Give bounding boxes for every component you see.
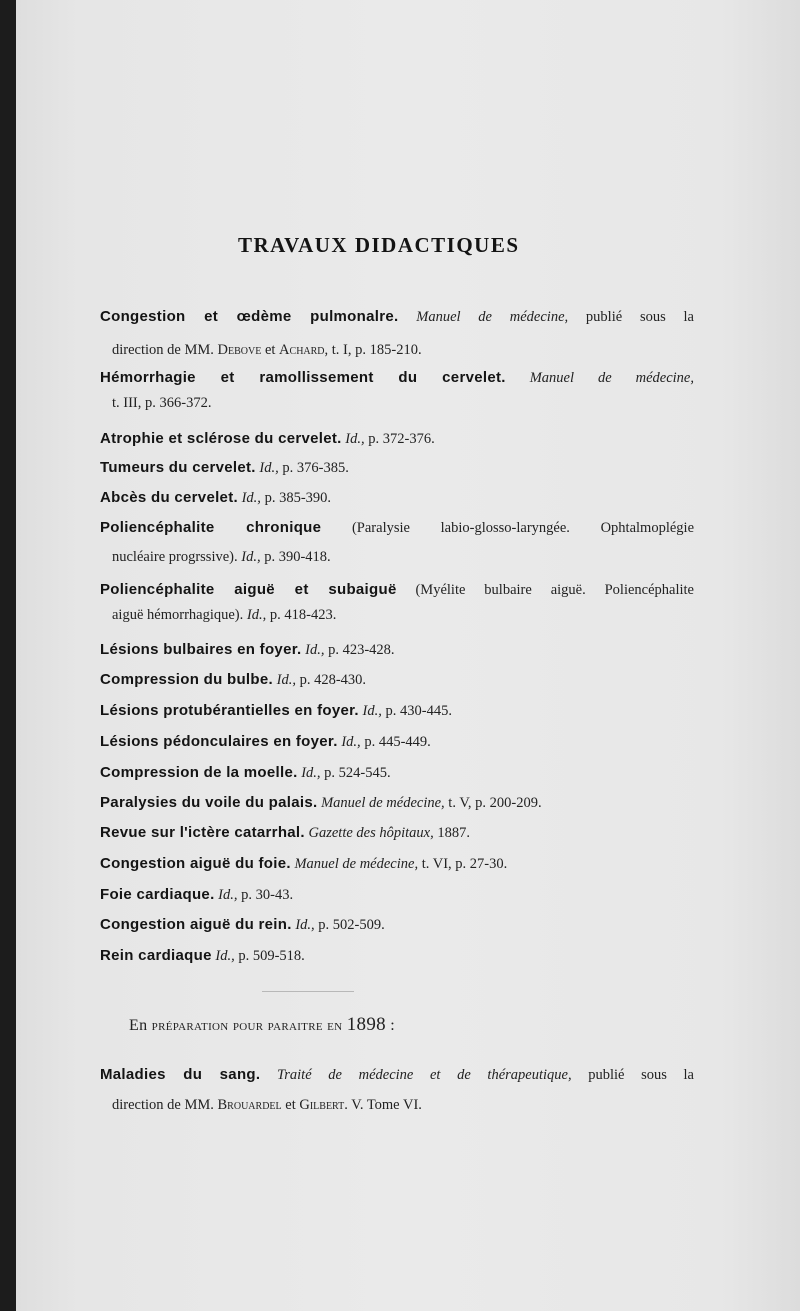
preparation-heading: En préparation pour paraitre en 1898 : bbox=[129, 1014, 395, 1035]
section-title: TRAVAUX DIDACTIQUES bbox=[238, 233, 520, 257]
list-item: Compression de la moelle. Id., p. 524-545. bbox=[100, 764, 391, 781]
list-item: Revue sur l'ictère catarrhal. Gazette des hôpitaux, 1887. bbox=[100, 824, 470, 841]
list-item: Paralysies du voile du palais. Manuel de médecine, t. V, p. 200-209. bbox=[100, 794, 542, 811]
list-item: Foie cardiaque. Id., p. 30-43. bbox=[100, 886, 294, 903]
list-item: Lésions pédonculaires en foyer. Id., p. 445-449. bbox=[100, 733, 431, 750]
list-item: Rein cardiaque Id., p. 509-518. bbox=[100, 947, 305, 964]
list-item: Poliencéphalite aiguë et subaiguë (Myélite bulbaire aiguë. Poliencéphalite aiguë hémorrhagique). Id., p. 418-423. bbox=[100, 581, 694, 623]
separator-rule bbox=[262, 991, 354, 992]
list-item: Abcès du cervelet. Id., p. 385-390. bbox=[100, 489, 332, 506]
list-item: Maladies du sang. Traité de médecine et de thérapeutique, publié sous la direction de MM. Brouardel et Gilbert. V. Tome VI. bbox=[100, 1066, 694, 1113]
document-page bbox=[16, 0, 800, 1311]
list-item: Compression du bulbe. Id., p. 428-430. bbox=[100, 671, 367, 688]
list-item: Lésions protubérantielles en foyer. Id., p. 430-445. bbox=[100, 702, 452, 719]
list-item: Poliencéphalite chronique (Paralysie labio-glosso-laryngée. Ophtalmoplégie nucléaire progrssive). Id., p. 390-418. bbox=[100, 519, 695, 565]
list-item: Congestion aiguë du foie. Manuel de médecine, t. VI, p. 27-30. bbox=[100, 855, 508, 872]
list-item: Atrophie et sclérose du cervelet. Id., p. 372-376. bbox=[100, 430, 435, 447]
list-item: Hémorrhagie et ramollissement du cervelet. Manuel de médecine, t. III, p. 366-372. bbox=[100, 369, 694, 411]
list-item: Congestion et œdème pulmonalre. Manuel de médecine, publié sous la direction de MM. Debove et Achard, t. I, p. 185-210. bbox=[100, 308, 694, 358]
list-item: Congestion aiguë du rein. Id., p. 502-509. bbox=[100, 916, 385, 933]
list-item: Tumeurs du cervelet. Id., p. 376-385. bbox=[100, 459, 349, 476]
list-item: Lésions bulbaires en foyer. Id., p. 423-428. bbox=[100, 641, 395, 658]
